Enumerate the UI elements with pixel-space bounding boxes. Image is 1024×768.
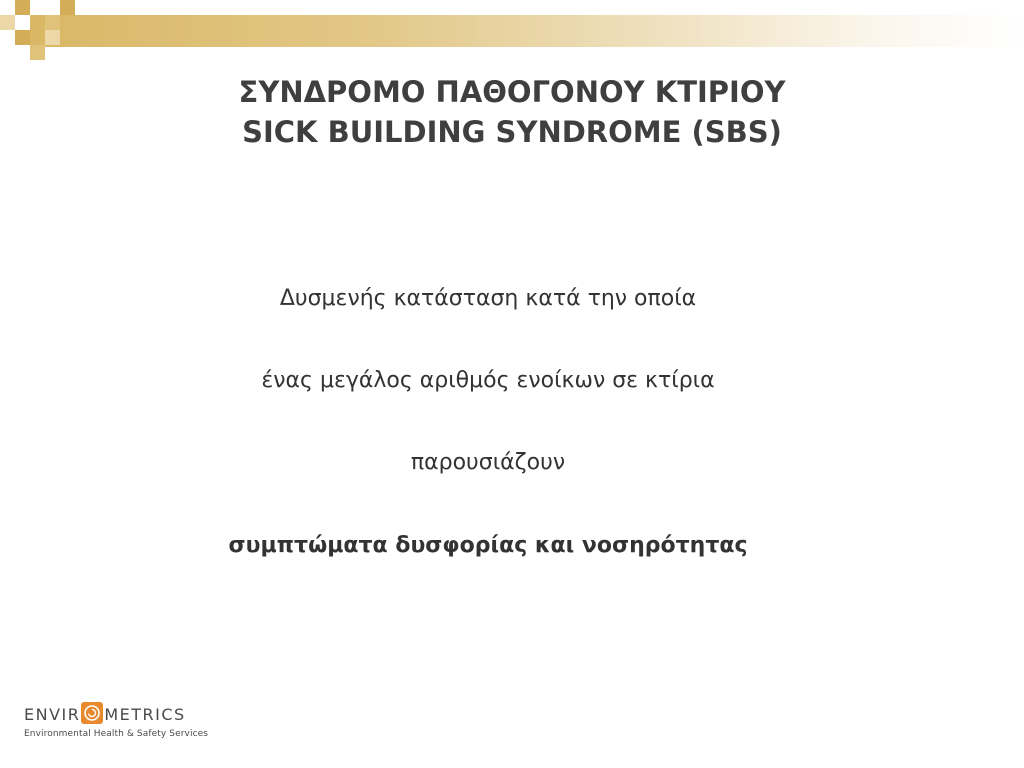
logo-word-left: ENVIR [24, 705, 81, 724]
decor-square [15, 30, 30, 45]
decor-square [30, 45, 45, 60]
slide-title-english: SICK BUILDING SYNDROME (SBS) [242, 115, 782, 149]
slide-title [0, 72, 1024, 152]
definition-line-3: παρουσιάζουν [410, 450, 566, 475]
decor-square [60, 0, 75, 15]
header-decoration [0, 0, 1024, 62]
envirometrics-logo [24, 696, 224, 746]
logo-wordmark [24, 704, 186, 726]
slide-title-greek: ΣΥΝΔΡΟΜΟ ΠΑΘΟΓΟΝΟΥ ΚΤΙΡΙΟΥ [238, 75, 786, 109]
decor-square [45, 15, 60, 30]
spiral-o-icon [81, 702, 103, 724]
decor-square [15, 0, 30, 15]
decor-square [45, 30, 60, 45]
definition-line-1: Δυσμενής κατάσταση κατά την οποία [279, 286, 697, 311]
header-gradient-bar [30, 15, 1024, 47]
definition-line-2: ένας μεγάλος αριθμός ενοίκων σε κτίρια [261, 368, 715, 393]
definition-line-4-emphasis: συμπτώματα δυσφορίας και νοσηρότητας [228, 533, 748, 558]
logo-word-right: METRICS [104, 705, 186, 724]
logo-tagline: Environmental Health & Safety Services [24, 729, 209, 739]
decor-square [0, 15, 15, 30]
